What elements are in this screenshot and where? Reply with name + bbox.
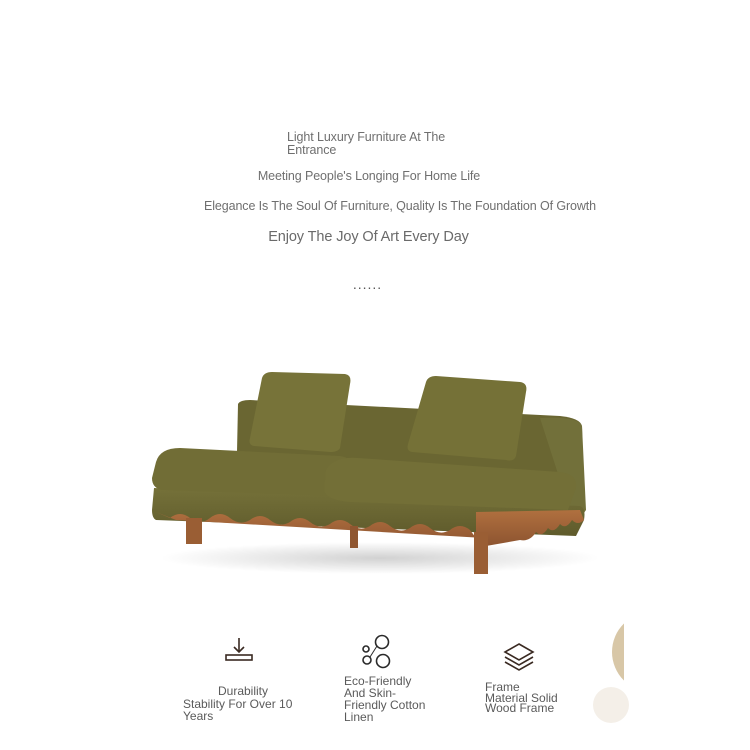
decorative-cream-circle: [593, 687, 629, 723]
feature-frame-material-text: Frame Material Solid Wood Frame: [485, 680, 558, 715]
feature-durability-text: Stability For Over 10 Years: [183, 697, 293, 723]
tagline-elegance: Elegance Is The Soul Of Furniture, Quality Is The Foundation Of Growth: [203, 199, 597, 213]
feature-eco-friendly-text: Eco-Friendly And Skin-Friendly Cotton Linen: [344, 674, 426, 724]
layers-stack-icon: [503, 642, 535, 672]
download-tray-icon: [224, 636, 254, 666]
ellipsis-divider: ......: [352, 276, 383, 292]
feature-durability-title: Durability: [218, 684, 269, 698]
circles-molecule-icon: [358, 634, 394, 670]
tagline-home-life: [0, 170, 750, 183]
sofa-product-image: [140, 360, 600, 580]
decorative-mask: [624, 590, 750, 750]
tagline-joy-of-art: Enjoy The Joy Of Art Every Day: [268, 229, 469, 245]
tagline-home-life-text: Meeting People's Longing For Home Life: [257, 169, 481, 183]
tagline-light-luxury: Light Luxury Furniture At The Entrance: [287, 130, 446, 157]
